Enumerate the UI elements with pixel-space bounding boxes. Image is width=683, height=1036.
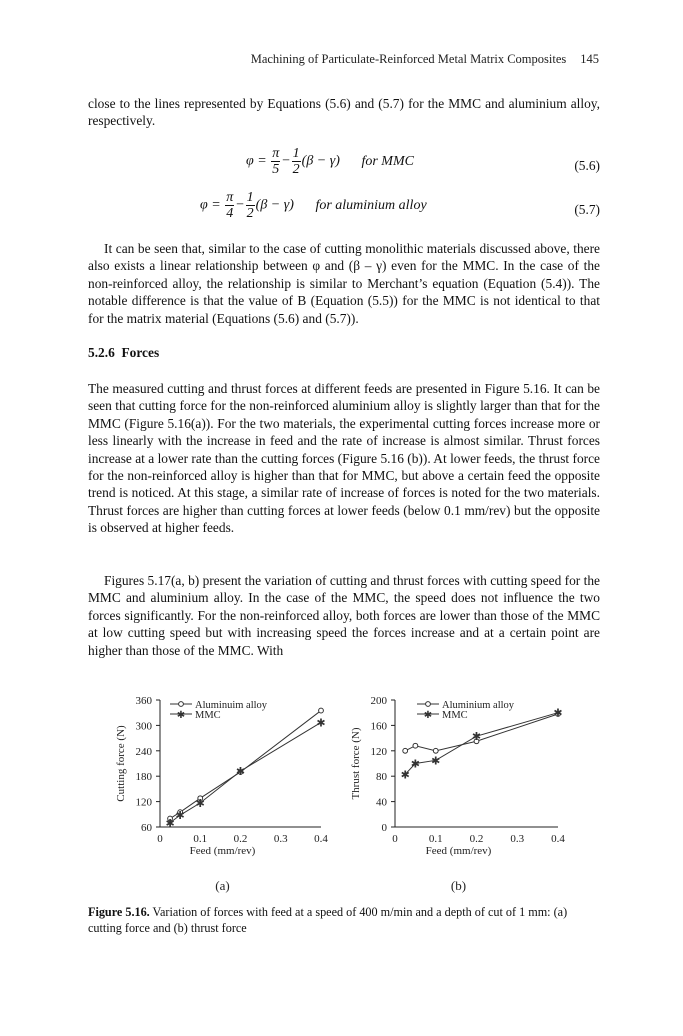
data-point: ✱ [553, 707, 563, 720]
data-point [403, 748, 408, 753]
data-point: ✱ [316, 717, 326, 730]
data-point [433, 748, 438, 753]
x-tick-label: 0 [157, 833, 163, 845]
header-title: Machining of Particulate-Reinforced Metal Matrix Composites [250, 52, 567, 66]
y-tick-label: 80 [376, 771, 387, 784]
y-tick-label: 240 [135, 745, 152, 758]
y-tick-label: 300 [135, 720, 152, 733]
intro-paragraph: close to the lines represented by Equations (5.6) and (5.7) for the MMC and aluminium alloy, respectively. [88, 96, 600, 129]
y-tick-label: 120 [370, 745, 387, 758]
y-tick-label: 180 [135, 771, 152, 784]
y-tick-label: 0 [381, 822, 387, 834]
y-tick-label: 60 [141, 822, 152, 834]
y-tick-label: 160 [370, 720, 387, 733]
y-tick-label: 360 [135, 695, 152, 707]
data-point: ✱ [175, 810, 185, 823]
eq-fraction-half: $\frac{1}{2}$ [246, 190, 254, 221]
x-tick-label: 0.3 [510, 833, 525, 845]
series-line-mmc [170, 722, 321, 822]
caption-label: Figure 5.16. [88, 905, 150, 919]
eq-number: (5.6) [574, 158, 600, 173]
equation-5-6: φ = $\frac{\pi}{5}$ − $\frac{1}{2}$ (β − γ) for MMC (5.6) [246, 146, 600, 177]
data-point: ✱ [410, 758, 420, 771]
eq-fraction-pi: $\frac{\pi}{4}$ [226, 190, 234, 221]
eq-term: (β − γ) [255, 197, 294, 213]
x-tick-label: 0 [392, 833, 398, 845]
legend-label: Aluminuim alloy [195, 700, 268, 711]
eq-fraction-pi: $\frac{\pi}{5}$ [272, 146, 280, 177]
data-point: ✱ [431, 755, 441, 768]
legend-marker [179, 702, 184, 707]
series-line-aluminium [170, 711, 321, 819]
x-tick-label: 0.4 [551, 833, 565, 845]
eq-lhs: φ = [246, 153, 267, 169]
section-title: Forces [121, 345, 160, 360]
data-point [319, 708, 324, 713]
x-tick-label: 0.1 [428, 833, 443, 845]
x-tick-label: 0.3 [273, 833, 288, 845]
y-tick-label: 120 [135, 796, 152, 809]
x-axis-label: Feed (mm/rev) [189, 845, 256, 857]
data-point: ✱ [165, 817, 175, 830]
legend-marker: ✱ [423, 710, 433, 721]
eq-fraction-half: $\frac{1}{2}$ [292, 146, 300, 177]
x-tick-label: 0.4 [314, 833, 328, 845]
eq-lhs: φ = [200, 197, 221, 213]
paragraph-1: It can be seen that, similar to the case of cutting monolithic materials discussed above, there also exists a linear relationship between φ and (β – γ) even for the MMC. In the case of the non-reinforced alloy, the relationship is similar to Merchant’s equation (Equation (5.4)). The notable difference is that the value of B (Equation (5.5)) for the MMC is not identical to that for the matrix material (Equations (5.6) and (5.7)). [88, 241, 600, 326]
paragraph-3: Figures 5.17(a, b) present the variation of cutting and thrust forces with cutting speed for the MMC and aluminium alloy. In the case of the MMC, the speed does not influence the two forces significantly. For the non-reinforced alloy, both forces are lower than those of the MMC at low cutting speed but with increasing speed the forces increase and at a certain point are higher than those of the MMC. With [88, 573, 600, 658]
data-point [413, 743, 418, 748]
eq-number: (5.7) [574, 202, 600, 217]
legend-marker: ✱ [176, 710, 186, 721]
figure-caption [88, 905, 600, 936]
eq-label: for aluminium alloy [315, 197, 427, 213]
x-tick-label: 0.1 [193, 833, 208, 845]
panel-label: (a) [215, 878, 230, 893]
legend-marker [426, 702, 431, 707]
eq-label: for MMC [361, 153, 414, 169]
caption-text: Variation of forces with feed at a speed of 400 m/min and a depth of cut of 1 mm: (a) cutting force and (b) thrust force [88, 905, 568, 935]
chart-panel-b [350, 695, 565, 893]
y-axis-label: Thrust force (N) [350, 727, 362, 800]
data-point: ✱ [195, 797, 205, 810]
eq-term: (β − γ) [301, 153, 340, 169]
legend-label: MMC [195, 710, 221, 721]
x-tick-label: 0.2 [233, 833, 248, 845]
section-heading [88, 345, 159, 361]
y-tick-label: 200 [370, 695, 387, 707]
chart-panel-a [115, 695, 328, 893]
data-point: ✱ [400, 769, 410, 782]
panel-label: (b) [450, 878, 467, 893]
paragraph-2: The measured cutting and thrust forces at different feeds are presented in Figure 5.16. It can be seen that cutting force for the non-reinforced aluminium alloy is slightly larger than that for the MMC (Figure 5.16(a)). For the two materials, the experimental cutting forces increase more or less linearly with the increase in feed and the rate of increase is almost similar. Thrust forces increase at a lower rate than the cutting forces (Figure 5.16 (b)). At lower feeds, the thrust force for the non-reinforced alloy is higher than that for MMC, but above a certain feed the opposite trend is noticed. At this stage, a similar rate of increase of forces is noted for the two materials. Thrust forces are higher than cutting forces at lower feeds (below 0.1 mm/rev) but the opposite is observed at higher feeds. [88, 381, 600, 536]
equation-5-7: φ = $\frac{\pi}{4}$ − $\frac{1}{2}$ (β − γ) for aluminium alloy (5.7) [200, 190, 600, 221]
legend-label: Aluminium alloy [442, 700, 515, 711]
page-number: 145 [580, 52, 599, 66]
y-tick-label: 40 [376, 796, 387, 809]
section-number: 5.2.6 [88, 345, 115, 360]
y-axis-label: Cutting force (N) [115, 725, 127, 802]
data-point: ✱ [471, 731, 482, 744]
data-point: ✱ [235, 766, 246, 779]
x-axis-label: Feed (mm/rev) [425, 845, 492, 857]
running-header [251, 52, 599, 67]
legend-label: MMC [442, 710, 468, 721]
figure-5-16 [88, 692, 600, 897]
x-tick-label: 0.2 [469, 833, 484, 845]
